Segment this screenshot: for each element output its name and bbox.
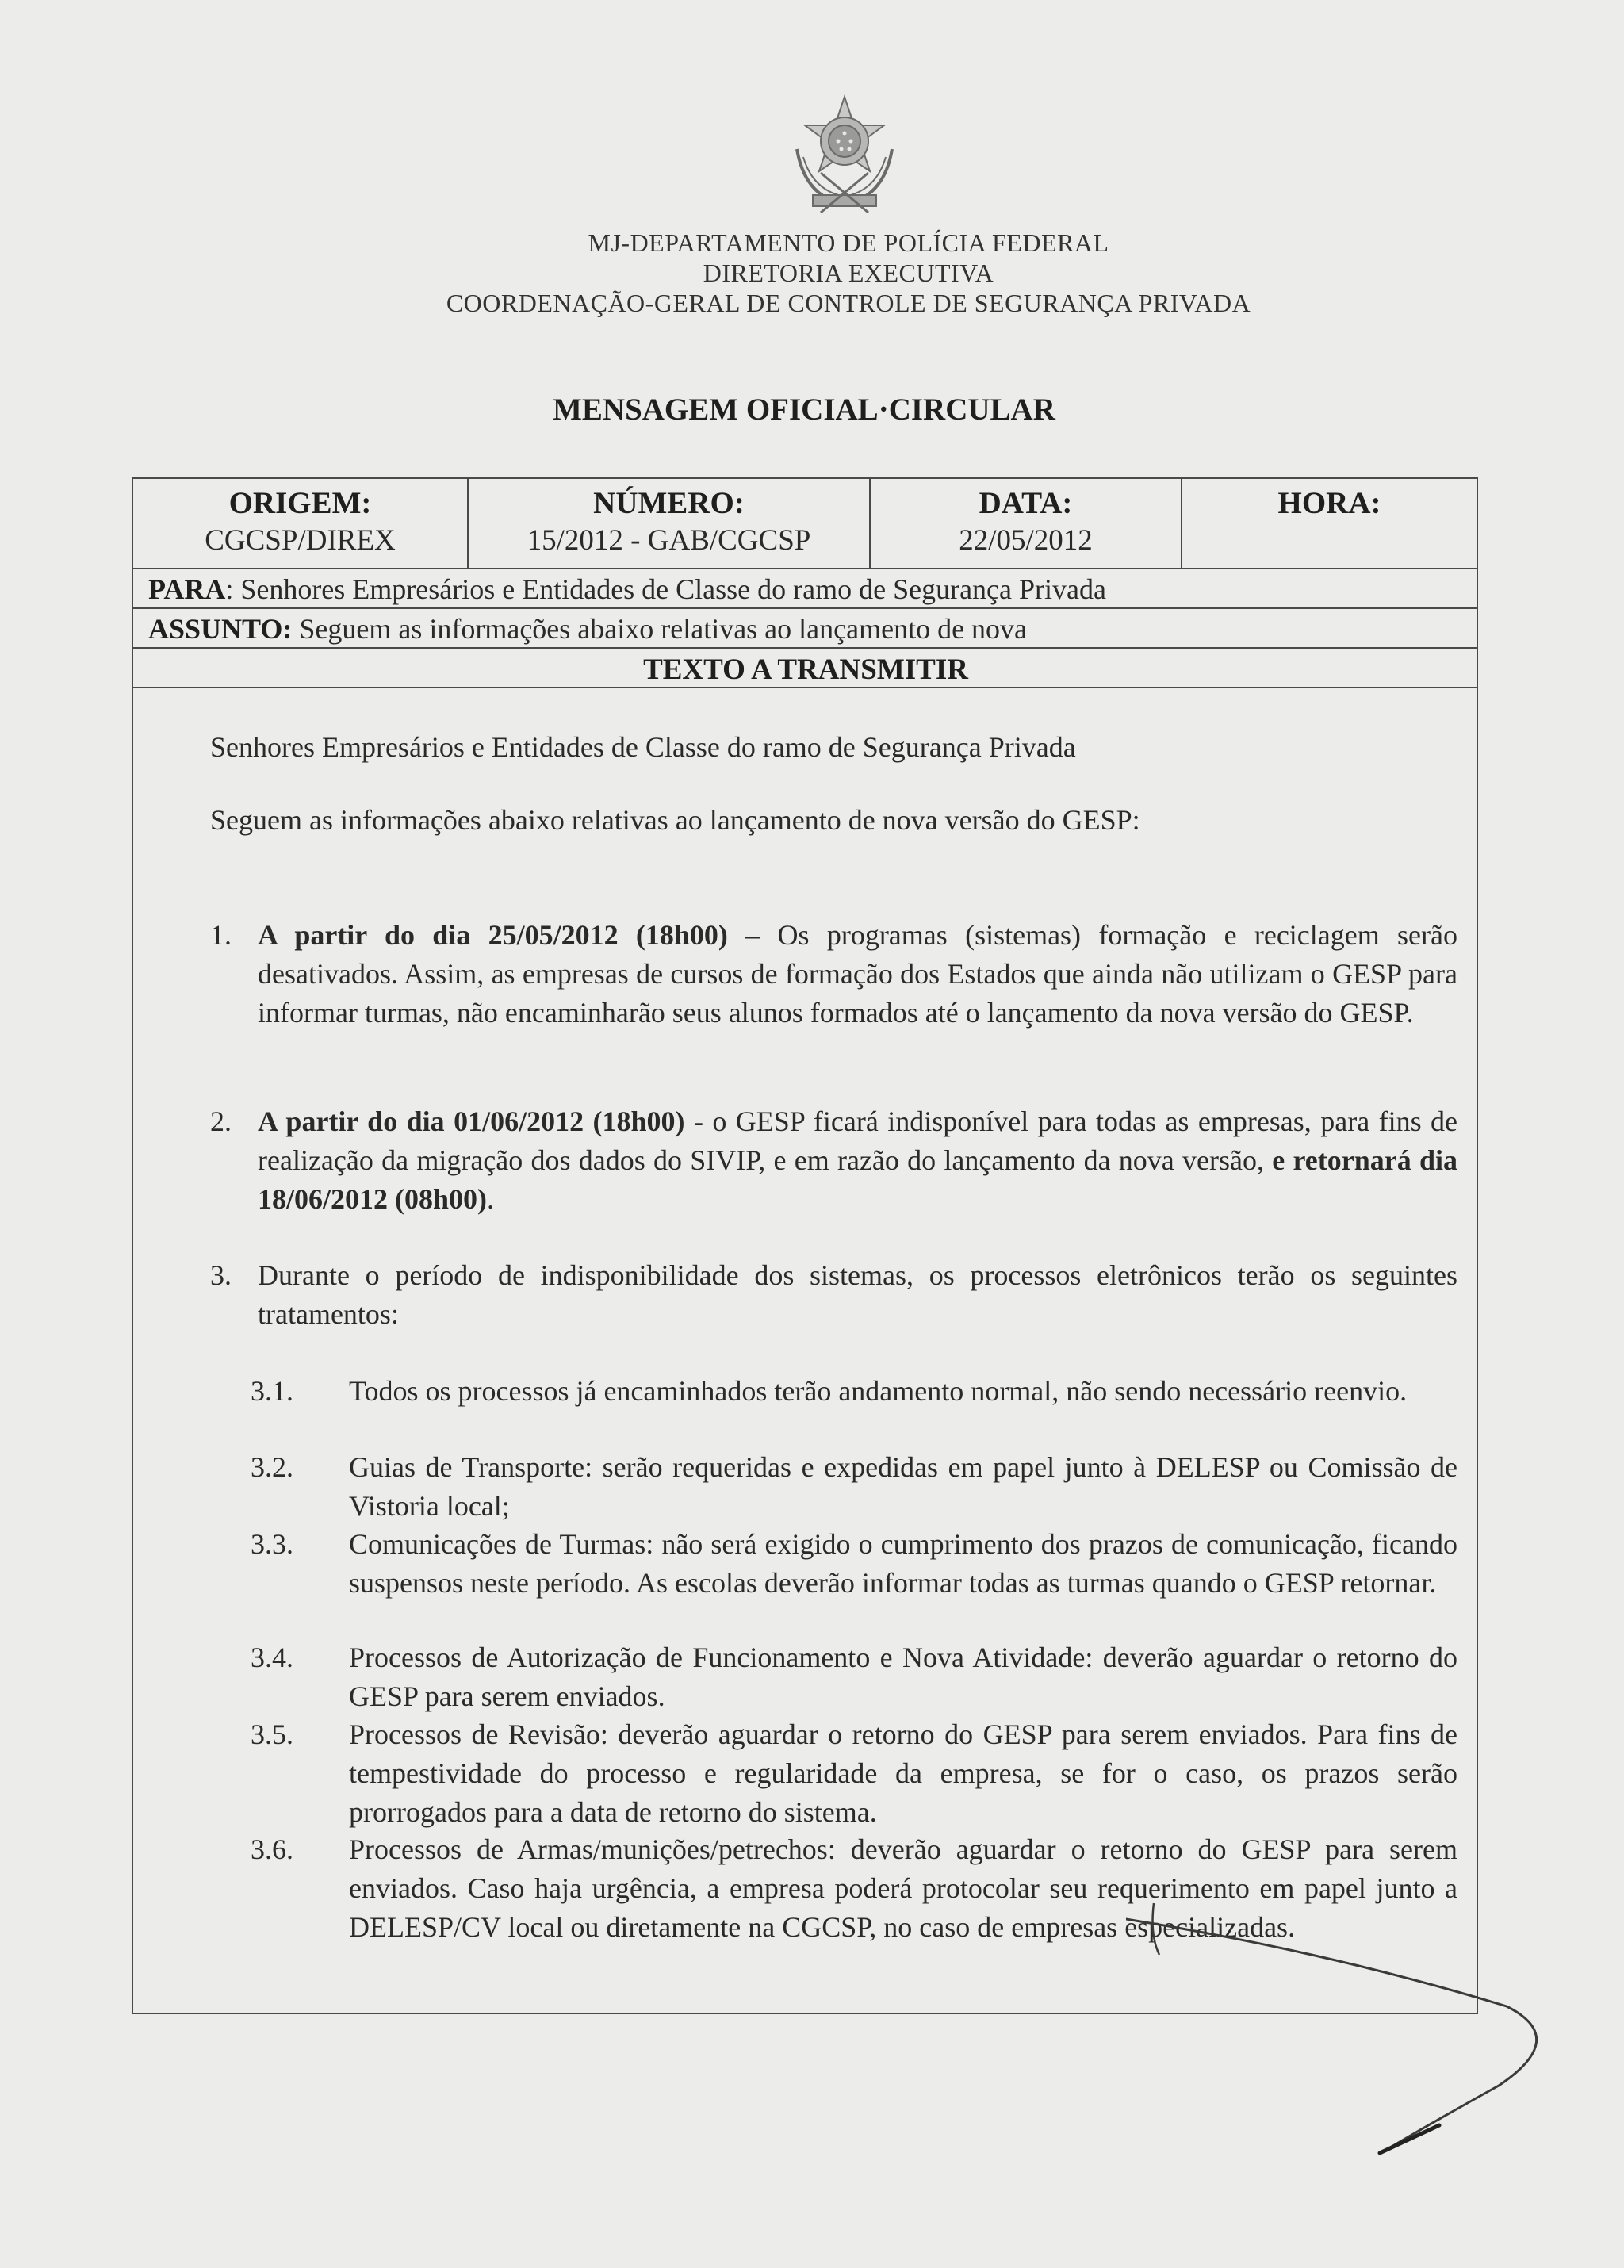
header-coordination: COORDENAÇÃO-GERAL DE CONTROLE DE SEGURANÇA PRIVADA <box>446 289 1251 317</box>
divider <box>132 687 1478 688</box>
sub-number: 3.4. <box>251 1642 293 1673</box>
sub-number: 3.2. <box>251 1451 293 1483</box>
item-2-bold-end: e retornará dia 18/06/2012 (08h00) <box>258 1144 1457 1215</box>
para-value: : Senhores Empresários e Entidades de Classe do ramo de Segurança Privada <box>225 573 1106 605</box>
sub-item <box>251 1448 1457 1526</box>
list-item-3 <box>210 1256 1457 1334</box>
header-department: MJ-DEPARTAMENTO DE POLÍCIA FEDERAL <box>588 228 1109 257</box>
origem-value: CGCSP/DIREX <box>205 524 396 557</box>
sub-item <box>251 1715 1457 1832</box>
handwritten-signature <box>1126 1887 1554 2157</box>
data-value: 22/05/2012 <box>959 524 1093 557</box>
hora-label: HORA: <box>1277 486 1381 520</box>
document-title: MENSAGEM OFICIAL·CIRCULAR <box>553 393 1055 427</box>
texto-a-transmitir-title: TEXTO A TRANSMITIR <box>643 653 968 686</box>
sub-number: 3.6. <box>251 1833 293 1865</box>
intro: Seguem as informações abaixo relativas ao lançamento de nova versão do GESP: <box>210 804 1140 836</box>
sub-text: Processos de Armas/munições/petrechos: deverão aguardar o retorno do GESP para serem enviados. Caso haja urgência, a empresa poderá protocolar seu requerimento em papel junto a DELESP/CV local ou diretamente na CGCSP, no caso de empresas especializadas. <box>349 1833 1457 1943</box>
para-label: PARA <box>148 573 226 605</box>
numero-value: 15/2012 - GAB/CGCSP <box>527 524 811 557</box>
sub-text: Comunicações de Turmas: não será exigido o cumprimento dos prazos de comunicação, ficando suspensos neste período. As escolas deverão informar todas as turmas quando o GESP retornar. <box>349 1528 1457 1599</box>
sub-item <box>251 1372 1457 1411</box>
header-directorate: DIRETORIA EXECUTIVA <box>703 259 994 287</box>
assunto-value: Seguem as informações abaixo relativas ao lançamento de nova <box>292 613 1028 645</box>
list-item-1 <box>210 916 1457 1032</box>
greeting: Senhores Empresários e Entidades de Classe do ramo de Segurança Privada <box>210 731 1076 763</box>
list-item-2 <box>210 1102 1457 1219</box>
sub-text: Todos os processos já encaminhados terão andamento normal, não sendo necessário reenvio. <box>349 1375 1408 1407</box>
list-number: 1. <box>210 919 232 951</box>
sub-text: Processos de Revisão: deverão aguardar o retorno do GESP para serem enviados. Para fins de tempestividade do processo e regularidade da empresa, se for o caso, os prazos serão prorrogados para a data de retorno do sistema. <box>349 1718 1457 1828</box>
sub-item <box>251 1638 1457 1716</box>
origem-label: ORIGEM: <box>228 486 372 520</box>
sub-item <box>251 1525 1457 1603</box>
list-number: 2. <box>210 1105 232 1137</box>
coat-of-arms-emblem <box>781 94 908 222</box>
sub-number: 3.3. <box>251 1528 293 1560</box>
numero-label: NÚMERO: <box>593 486 745 520</box>
item-1-bold: A partir do dia 25/05/2012 (18h00) <box>258 919 728 951</box>
sub-text: Processos de Autorização de Funcionamento e Nova Atividade: deverão aguardar o retorno do GESP para serem enviados. <box>349 1642 1457 1712</box>
divider <box>132 607 1478 609</box>
divider <box>132 568 1478 569</box>
para-row <box>148 573 1106 606</box>
assunto-row <box>148 612 1027 646</box>
sub-text: Guias de Transporte: serão requeridas e expedidas em papel junto à DELESP ou Comissão de Vistoria local; <box>349 1451 1457 1522</box>
item-2-bold: A partir do dia 01/06/2012 (18h00) <box>258 1105 685 1137</box>
sub-number: 3.1. <box>251 1375 293 1407</box>
item-2-text: - o GESP ficará indisponível para todas as empresas, para fins de realização da migração dos dados do SIVIP, e em razão do lançamento da nova versão, <box>258 1105 1457 1176</box>
list-number: 3. <box>210 1259 232 1291</box>
data-label: DATA: <box>979 486 1073 520</box>
assunto-label: ASSUNTO: <box>148 613 293 645</box>
item-2-end: . <box>487 1183 495 1215</box>
item-3-text: Durante o período de indisponibilidade dos sistemas, os processos eletrônicos terão os seguintes tratamentos: <box>258 1259 1457 1330</box>
item-1-text: – Os programas (sistemas) formação e reciclagem serão desativados. Assim, as empresas de cursos de formação dos Estados que ainda não utilizam o GESP para informar turmas, não encaminharão seus alunos formados até o lançamento da nova versão do GESP. <box>258 919 1457 1029</box>
divider <box>132 647 1478 649</box>
sub-number: 3.5. <box>251 1718 293 1750</box>
